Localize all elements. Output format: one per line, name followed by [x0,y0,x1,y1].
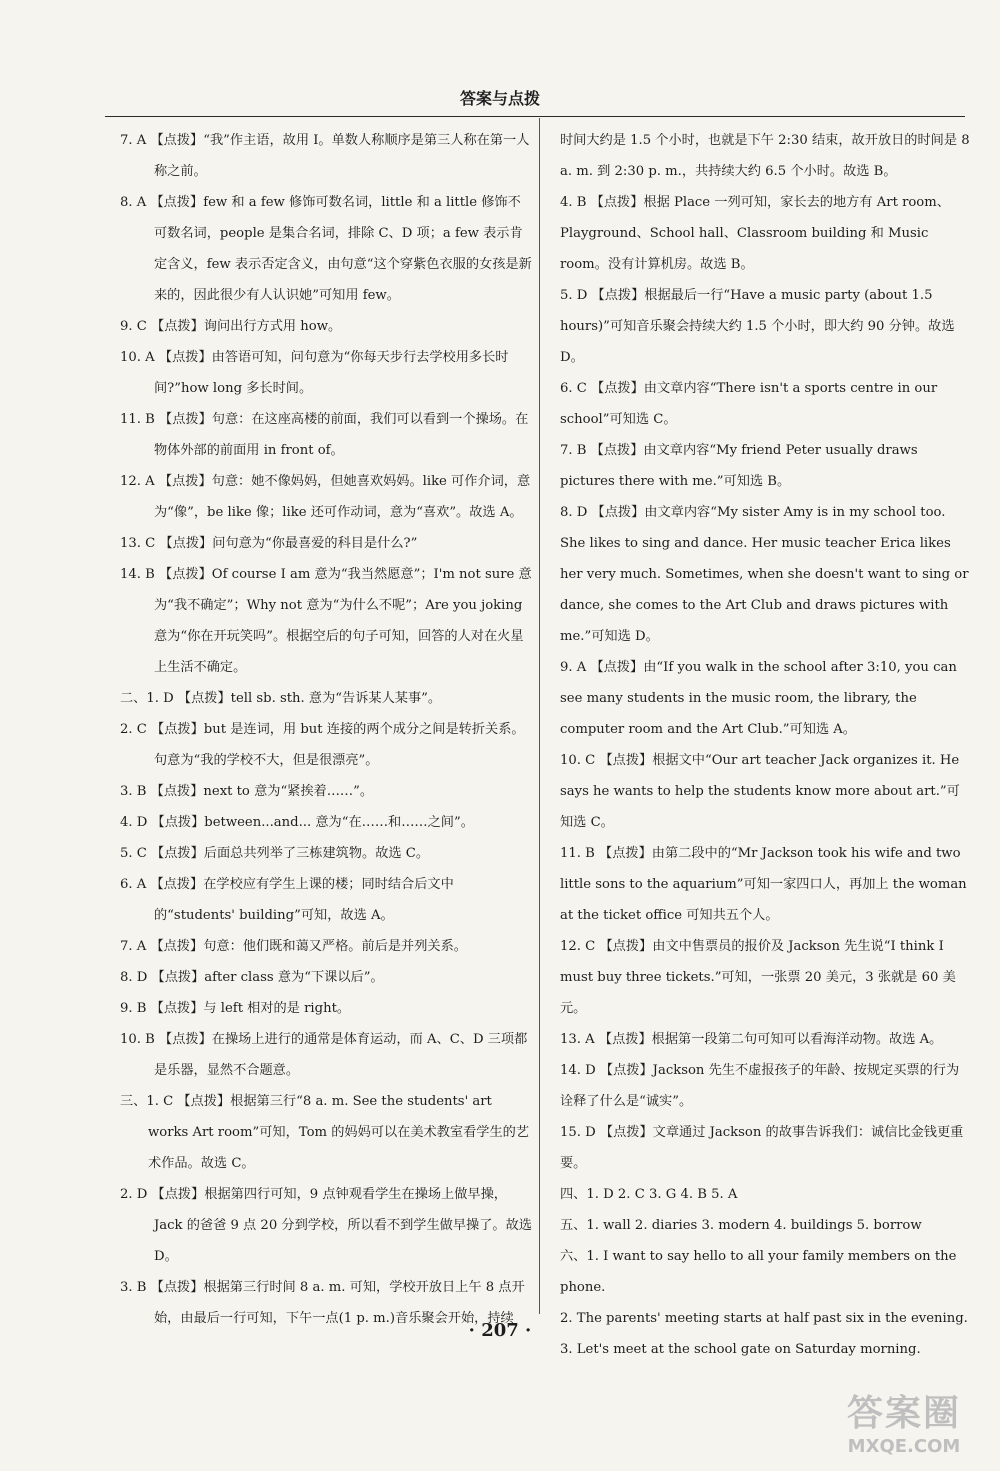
section-six-answer: 2. The parents' meeting starts at half past six in the evening. [560,1311,968,1326]
answer-item: 13. C 【点拨】问句意为“你最喜爱的科目是什么?” [120,536,418,551]
section-six-answer: 3. Let's meet at the school gate on Saturday morning. [560,1342,921,1357]
answer-item: 10. C 【点拨】根据文中“Our art teacher Jack organizes it. He says he wants to help the students know more about art.”可知选 C。 [560,753,960,830]
answer-item: 6. A 【点拨】在学校应有学生上课的楼；同时结合后文中的“students' building”可知，故选 A。 [120,877,454,923]
answer-item: 6. C 【点拨】由文章内容“There isn't a sports centre in our school”可知选 C。 [560,381,938,427]
answer-item: 5. D 【点拨】根据最后一行“Have a music party (about 1.5 hours)”可知音乐聚会持续大约 1.5 个小时，即大约 90 分钟。故选 D。 [560,288,955,365]
answer-item: 13. A 【点拨】根据第一段第二句可知可以看海洋动物。故选 A。 [560,1032,943,1047]
answer-item: 9. C 【点拨】询问出行方式用 how。 [120,319,342,334]
answer-item: 8. D 【点拨】由文章内容“My sister Amy is in my school too. She likes to sing and dance. Her music teacher Erica likes her very much. Sometimes, when she doesn't want to sing or dance, she comes to the Art Club and draws pictures with me.”可知选 D。 [560,505,969,644]
section-four-answers: 四、1. D 2. C 3. G 4. B 5. A [560,1187,738,1202]
answer-item: 4. B 【点拨】根据 Place 一列可知，家长去的地方有 Art room、Playground、School hall、Classroom building 和 Music room。没有计算机房。故选 B。 [560,195,950,272]
section-two-first-answer: 二、1. D 【点拨】tell sb. sth. 意为“告诉某人某事”。 [120,691,442,706]
answer-item: 11. B 【点拨】由第二段中的“Mr Jackson took his wife and two little sons to the aquarium”可知一家四口人，再加上 the woman at the ticket office 可知共五个人。 [560,846,967,923]
answer-item: 2. C 【点拨】but 是连词，用 but 连接的两个成分之间是转折关系。句意为“我的学校不大，但是很漂亮”。 [120,722,525,768]
answer-item: 3. B 【点拨】根据第三行时间 8 a. m. 可知，学校开放日上午 8 点开始，由最后一行可知，下午一点(1 p. m.)音乐聚会开始，持续 [120,1280,525,1326]
section-six-answer: 六、1. I want to say hello to all your family members on the phone. [560,1249,957,1295]
left-column [120,125,532,1334]
header-rule [105,116,965,117]
page-number: · 207 · [468,1320,532,1341]
answer-item: 2. D 【点拨】根据第四行可知，9 点钟观看学生在操场上做早操，Jack 的爸爸 9 点 20 分到学校，所以看不到学生做早操了。故选 D。 [120,1187,532,1264]
answer-item: 5. C 【点拨】后面总共列举了三栋建筑物。故选 C。 [120,846,430,861]
answer-continuation: 时间大约是 1.5 个小时，也就是下午 2:30 结束，故开放日的时间是 8 a. m. 到 2:30 p. m.，共持续大约 6.5 个小时。故选 B。 [560,133,970,179]
answer-item: 7. A 【点拨】句意：他们既和蔼又严格。前后是并列关系。 [120,939,467,954]
answer-item: 12. C 【点拨】由文中售票员的报价及 Jackson 先生说“I think I must buy three tickets.”可知，一张票 20 美元，3 张就是 60 美元。 [560,939,956,1016]
answer-item: 14. B 【点拨】Of course I am 意为“我当然愿意”；I'm not sure 意为“我不确定”；Why not 意为“为什么不呢”；Are you joking 意为“你在开玩笑吗”。根据空后的句子可知，回答的人对在火星上生活不确定。 [120,567,532,675]
page-header-title: 答案与点拨 [459,89,540,108]
answer-item: 14. D 【点拨】Jackson 先生不虚报孩子的年龄、按规定买票的行为诠释了什么是“诚实”。 [560,1063,960,1109]
answer-item: 15. D 【点拨】文章通过 Jackson 的故事告诉我们：诚信比金钱更重要。 [560,1125,964,1171]
answer-item: 4. D 【点拨】between...and... 意为“在……和……之间”。 [120,815,474,830]
answer-item: 10. B 【点拨】在操场上进行的通常是体育运动，而 A、C、D 三项都是乐器，显然不合题意。 [120,1032,528,1078]
section-five-answers: 五、1. wall 2. diaries 3. modern 4. buildings 5. borrow [560,1218,922,1233]
section-three-first-answer: 三、1. C 【点拨】根据第三行“8 a. m. See the students' art works Art room”可知，Tom 的妈妈可以在美术教室看学生的艺术作品。故选 C。 [120,1094,530,1171]
answer-item: 8. D 【点拨】after class 意为“下课以后”。 [120,970,384,985]
answer-item: 7. A 【点拨】“我”作主语，故用 I。单数人称顺序是第三人称在第一人称之前。 [120,133,530,179]
watermark-logo: 答案圈 [846,1393,961,1434]
column-divider [539,118,540,1314]
answer-item: 9. A 【点拨】由“If you walk in the school after 3:10, you can see many students in the music room, the library, the computer room and the Art Club.”可知选 A。 [560,660,957,737]
right-column [560,125,972,1365]
answer-item: 8. A 【点拨】few 和 a few 修饰可数名词，little 和 a little 修饰不可数名词，people 是集合名词，排除 C、D 项；a few 表示肯定含义，few 表示否定含义，由句意“这个穿紫色衣服的女孩是新来的，因此很少有人认识她”可知用 few。 [120,195,532,303]
watermark [818,1392,990,1464]
answer-item: 3. B 【点拨】next to 意为“紧挨着……”。 [120,784,374,799]
answer-item: 12. A 【点拨】句意：她不像妈妈，但她喜欢妈妈。like 可作介词，意为“像”，be like 像；like 还可作动词，意为“喜欢”。故选 A。 [120,474,531,520]
watermark-url: MXQE.COM [847,1436,961,1457]
answer-item: 11. B 【点拨】句意：在这座高楼的前面，我们可以看到一个操场。在物体外部的前面用 in front of。 [120,412,529,458]
answer-item: 7. B 【点拨】由文章内容“My friend Peter usually draws pictures there with me.”可知选 B。 [560,443,918,489]
answer-item: 9. B 【点拨】与 left 相对的是 right。 [120,1001,351,1016]
answer-item: 10. A 【点拨】由答语可知，问句意为“你每天步行去学校用多长时间?”how long 多长时间。 [120,350,509,396]
